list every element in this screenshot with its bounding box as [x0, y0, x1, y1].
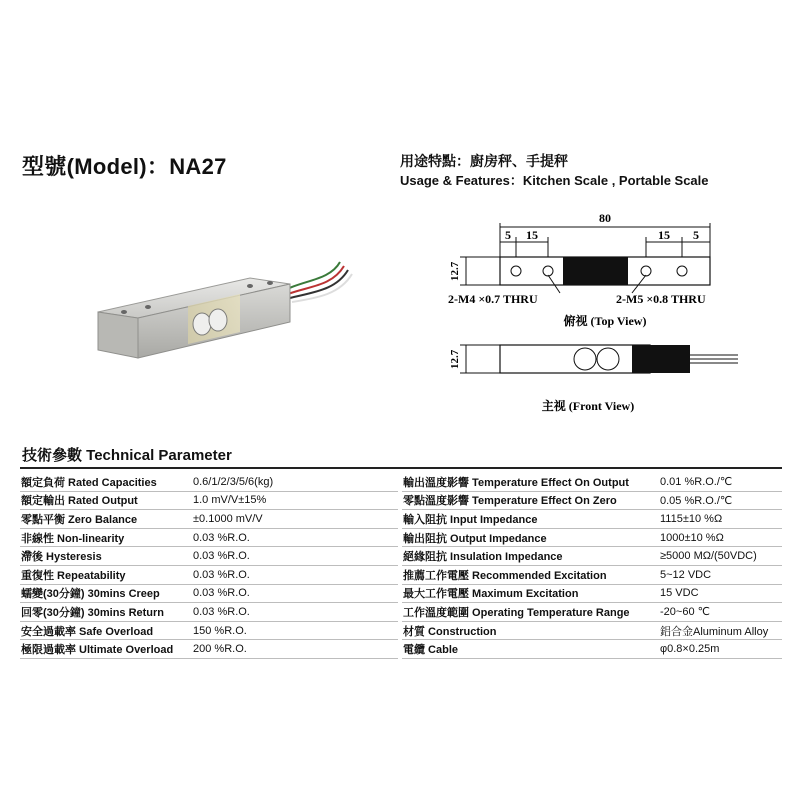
param-name: 輸入阻抗 Input Impedance — [403, 513, 538, 526]
table-row — [402, 566, 782, 585]
table-row — [20, 510, 398, 529]
param-name: 輸出溫度影響 Temperature Effect On Output — [403, 476, 629, 489]
usage-english: Usage & Features：Kitchen Scale , Portable Scale — [400, 173, 709, 188]
param-name: 絕緣阻抗 Insulation Impedance — [403, 551, 563, 564]
front-view-label: 主视 (Front View) — [541, 399, 635, 413]
param-value: 1000±10 %Ω — [660, 531, 724, 544]
param-value: 150 %R.O. — [193, 624, 247, 637]
param-name: 推薦工作電壓 Recommended Excitation — [403, 569, 607, 582]
table-row — [20, 603, 398, 622]
table-row — [20, 547, 398, 566]
table-row — [402, 585, 782, 604]
table-row — [20, 529, 398, 548]
table-row — [402, 473, 782, 492]
table-row — [20, 585, 398, 604]
param-value: 0.03 %R.O. — [193, 568, 250, 581]
param-value: 0.01 %R.O./℃ — [660, 476, 733, 489]
param-name: 極限過載率 Ultimate Overload — [21, 644, 174, 657]
param-value: 1115±10 %Ω — [660, 512, 723, 525]
param-value: 0.6/1/2/3/5/6(kg) — [193, 475, 274, 488]
param-value: 0.03 %R.O. — [193, 550, 250, 563]
param-value: 15 VDC — [660, 587, 699, 600]
table-row — [20, 492, 398, 511]
param-name: 重復性 Repeatability — [21, 569, 126, 582]
usage-chinese: 用途特點：廚房秤、手提秤 — [400, 153, 568, 169]
table-row — [20, 622, 398, 641]
table-row — [20, 473, 398, 492]
dim-total: 80 — [599, 211, 611, 225]
usage-block — [400, 152, 709, 190]
thread-right-label: 2-M5 ×0.8 THRU — [616, 292, 706, 306]
table-row — [20, 640, 398, 659]
dim-right-hole: 15 — [658, 228, 670, 242]
param-name: 額定輸出 Rated Output — [21, 495, 138, 508]
param-name: 滯後 Hysteresis — [21, 551, 102, 564]
table-row — [402, 622, 782, 641]
dim-right-edge: 5 — [693, 228, 699, 242]
param-name: 零點溫度影響 Temperature Effect On Zero — [403, 495, 617, 508]
technical-parameter-title: 技術參數 Technical Parameter — [22, 447, 232, 464]
table-row — [402, 640, 782, 659]
thread-left-label: 2-M4 ×0.7 THRU — [448, 292, 538, 306]
param-name: 非線性 Non-linearity — [21, 532, 125, 545]
table-row — [402, 510, 782, 529]
table-row — [402, 529, 782, 548]
param-name: 最大工作電壓 Maximum Excitation — [403, 588, 579, 601]
dim-height-front: 12.7 — [449, 349, 461, 369]
param-value: 1.0 mV/V±15% — [193, 494, 267, 507]
param-name: 輸出阻抗 Output Impedance — [403, 532, 547, 545]
dim-left-hole: 15 — [526, 228, 538, 242]
param-value: 鋁合金Aluminum Alloy — [660, 625, 769, 638]
param-name: 安全過載率 Safe Overload — [21, 625, 154, 638]
model-title: 型號(Model)：NA27 — [22, 154, 227, 179]
dim-height-top: 12.7 — [449, 261, 461, 281]
parameter-table-left — [20, 473, 398, 659]
param-value: 200 %R.O. — [193, 643, 247, 656]
param-value: 0.05 %R.O./℃ — [660, 494, 733, 507]
param-name: 電纜 Cable — [403, 644, 459, 657]
technical-drawing — [420, 205, 780, 420]
param-value: φ0.8×0.25m — [660, 643, 720, 656]
load-cell-photo — [90, 250, 360, 370]
param-name: 回零(30分鐘) 30mins Return — [21, 606, 165, 619]
param-value: ≥5000 MΩ/(50VDC) — [660, 550, 757, 563]
table-row — [402, 492, 782, 511]
table-row — [20, 566, 398, 585]
parameter-table-right — [402, 473, 782, 659]
table-row — [402, 547, 782, 566]
top-view-label: 俯视 (Top View) — [563, 314, 647, 328]
param-value: 5~12 VDC — [660, 568, 712, 581]
param-name: 零點平衡 Zero Balance — [21, 513, 138, 526]
section-divider — [20, 467, 782, 469]
param-name: 蠕變(30分鐘) 30mins Creep — [21, 588, 160, 601]
param-value: 0.03 %R.O. — [193, 605, 250, 618]
param-name: 額定負荷 Rated Capacities — [21, 476, 157, 489]
param-value: 0.03 %R.O. — [193, 587, 250, 600]
param-value: 0.03 %R.O. — [193, 531, 250, 544]
param-name: 工作溫度範圍 Operating Temperature Range — [403, 606, 630, 619]
param-name: 材質 Construction — [403, 625, 497, 638]
table-row — [402, 603, 782, 622]
param-value: -20~60 ℃ — [660, 606, 710, 619]
param-value: ±0.1000 mV/V — [193, 512, 263, 525]
dim-left-edge: 5 — [505, 228, 511, 242]
